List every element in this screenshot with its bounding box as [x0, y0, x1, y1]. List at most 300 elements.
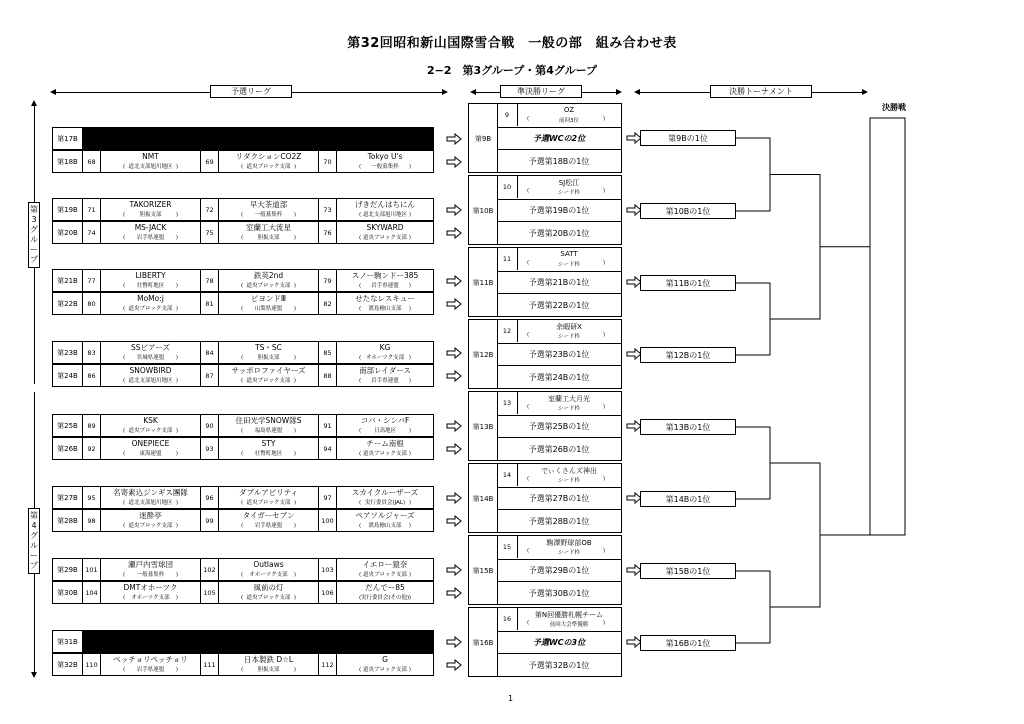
paren-close: ): [175, 595, 178, 601]
paren-close: ): [408, 164, 411, 170]
block-label: 第18B: [53, 151, 83, 172]
block-label: 第27B: [53, 487, 83, 508]
team-number: 102: [201, 559, 219, 580]
semi-block-label: 第15B: [472, 566, 494, 575]
seed-team-sub: シード枠: [557, 478, 580, 484]
team-number: 93: [201, 438, 219, 459]
team-area: 岩手県連盟: [371, 378, 399, 384]
paren-open: (: [123, 306, 126, 312]
paren-close: ): [175, 283, 178, 289]
seed-team-name: 余暇研X: [556, 323, 582, 331]
team-number: 106: [319, 582, 337, 603]
seed-team-sub: シード枠: [557, 334, 580, 340]
team-number: 101: [83, 559, 101, 580]
paren-close: ): [175, 306, 178, 312]
seed-number: 12: [497, 320, 518, 342]
semi-block-label: 第10B: [472, 206, 494, 215]
team-area: 岩手県連盟: [136, 667, 165, 673]
paren-close: ): [602, 332, 605, 338]
semi-slot: 予選第27Bの1位: [497, 487, 621, 510]
paren-close: ): [408, 523, 411, 529]
block-label: 第21B: [53, 270, 83, 291]
team-number: 88: [319, 365, 337, 386]
team-area: 岩手県連盟: [371, 283, 399, 289]
team-number: 112: [319, 654, 337, 675]
team-area: 一般募集枠: [371, 164, 399, 170]
paren-close: ): [293, 378, 296, 384]
paren-open: (: [123, 164, 126, 170]
team-name: 住田光学SNOW隊S: [235, 416, 302, 425]
team-name: だんでー85: [365, 583, 405, 592]
paren-close: ): [175, 500, 178, 506]
team-area: 実行委員会(JAL): [364, 500, 406, 506]
team-number: 80: [83, 293, 101, 314]
team-area: 岩手県連盟: [254, 523, 283, 529]
semi-slot: 予選第21Bの1位: [497, 271, 621, 294]
team-name: サッポロファイヤーズ: [231, 366, 306, 375]
team-area: 道北支部旭川地区: [128, 378, 173, 384]
team-area: 岩手県連盟: [136, 235, 165, 241]
seed-team-name: SATT: [560, 250, 578, 258]
team-number: 86: [83, 365, 101, 386]
seed-team-sub: シード枠: [557, 262, 580, 268]
team-name: タイガーセブン: [242, 511, 295, 520]
paren-open: (: [241, 355, 244, 361]
block-label: 第19B: [53, 199, 83, 220]
tournament-slot: 第13Bの1位: [640, 419, 736, 435]
page-number: 1: [508, 694, 514, 703]
semi-slot: 予選第29Bの1位: [497, 559, 621, 582]
team-name: DMTオホーツク: [123, 583, 178, 592]
group4-label: 第4グループ: [28, 508, 40, 574]
block-label: 第24B: [53, 365, 83, 386]
paren-close: ): [408, 500, 411, 506]
seed-team-name: SJ松江: [558, 179, 580, 187]
team-area: 道央ブロック支部: [246, 500, 291, 506]
block-label: 第17B: [53, 128, 83, 149]
paren-open: (: [359, 378, 362, 384]
paren-open: (: [359, 451, 362, 457]
paren-open: (: [241, 306, 244, 312]
team-area: 道央ブロック支部: [363, 572, 407, 578]
paren-close: ): [293, 212, 296, 218]
paren-close: ): [293, 283, 296, 289]
paren-open: (: [241, 283, 244, 289]
semi-block-label: 第13B: [472, 422, 494, 431]
paren-open: (: [123, 451, 126, 457]
team-name: 日本製鉄 D☆L: [243, 655, 294, 664]
team-number: 90: [201, 415, 219, 436]
paren-close: ): [293, 523, 296, 529]
team-area: 道北支部旭川地区: [128, 500, 173, 506]
tournament-slot: 第16Bの1位: [640, 635, 736, 651]
semi-slot: 予選第22Bの1位: [528, 301, 590, 310]
tournament-slot: 第14Bの1位: [640, 491, 736, 507]
team-number: 82: [319, 293, 337, 314]
paren-open: (: [123, 595, 126, 601]
block-label: 第20B: [53, 222, 83, 243]
paren-close: ): [408, 212, 411, 218]
team-area: 胆振支部: [139, 212, 162, 218]
paren-open: (: [527, 620, 530, 626]
team-name: Outlaws: [253, 560, 284, 569]
team-number: 68: [83, 151, 101, 172]
block-label: 第22B: [53, 293, 83, 314]
team-name: NMT: [142, 152, 159, 161]
paren-open: (: [123, 283, 126, 289]
team-area: 道央ブロック支部: [246, 378, 291, 384]
team-name: LIBERTY: [135, 271, 166, 280]
semi-slot: 予選第23Bの1位: [497, 343, 621, 366]
team-area: 道央ブロック支部: [128, 306, 173, 312]
page-subtitle: 2−2 第3グループ・第4グループ: [426, 64, 598, 77]
team-name: MS-JACK: [134, 223, 167, 232]
block-label: 第30B: [53, 582, 83, 603]
team-number: 99: [201, 510, 219, 531]
paren-open: (: [241, 451, 244, 457]
team-name: KG: [379, 343, 391, 352]
seed-number: 11: [497, 248, 518, 270]
team-area: 一般募集枠: [136, 572, 165, 578]
paren-close: ): [293, 235, 296, 241]
paren-close: ): [293, 572, 296, 578]
paren-open: (: [241, 428, 244, 434]
team-number: 103: [319, 559, 337, 580]
team-name: ペアソルジャーズ: [355, 511, 415, 520]
team-number: 74: [83, 222, 101, 243]
team-number: 73: [319, 199, 337, 220]
paren-open: (: [527, 332, 530, 338]
paren-open: (: [241, 378, 244, 384]
seed-team-name: 第N回優勝札幌チーム: [534, 611, 604, 619]
team-area: 渡島檜山支部: [368, 306, 402, 312]
team-name: TAKORIZER: [129, 200, 172, 209]
team-area: オホーツク支部: [249, 572, 288, 578]
paren-open: (: [359, 212, 362, 218]
tournament-slot: 第10Bの1位: [640, 203, 736, 219]
tournament-slot: 第11Bの1位: [640, 275, 736, 291]
team-area: 道央ブロック支部: [246, 164, 291, 170]
block-label: 第29B: [53, 559, 83, 580]
seed-team-sub: シード枠: [557, 550, 580, 556]
seed-number: 16: [497, 608, 518, 630]
team-area: 道央ブロック支部: [128, 523, 173, 529]
team-number: 69: [201, 151, 219, 172]
paren-close: ): [602, 404, 605, 410]
paren-close: ): [602, 260, 605, 266]
team-number: 79: [319, 270, 337, 291]
paren-open: (: [241, 164, 244, 170]
paren-open: (: [359, 572, 362, 578]
team-area: 道央ブロック支部: [363, 667, 407, 673]
team-area: 渡島檜山支部: [368, 523, 402, 529]
team-name: ONEPIECE: [131, 439, 170, 448]
paren-open: (: [359, 235, 362, 241]
seed-number: 15: [497, 536, 518, 558]
tournament-slot: 第9Bの1位: [640, 130, 736, 146]
team-number: 84: [201, 342, 219, 363]
team-number: 89: [83, 415, 101, 436]
semi-header: 準決勝リーグ: [500, 85, 582, 98]
team-name: 瀬戸内雪球団: [128, 560, 173, 569]
tournament-header: 決勝トーナメント: [710, 85, 812, 98]
semi-slot: 予選第32Bの1位: [528, 661, 590, 670]
paren-close: ): [293, 451, 296, 457]
team-number: 100: [319, 510, 337, 531]
seed-team-name: 駒澤野球部OB: [546, 539, 592, 547]
final-label: 決勝戦: [882, 103, 906, 112]
paren-open: (: [359, 500, 362, 506]
team-name: チーム南根: [366, 439, 404, 448]
paren-close: ): [175, 572, 178, 578]
team-number: 92: [83, 438, 101, 459]
semi-slot: 予選WCの2位: [497, 127, 621, 150]
paren-open: (: [359, 595, 362, 601]
team-name: SNOWBIRD: [129, 366, 172, 375]
team-area: オホーツク支部: [365, 355, 405, 361]
paren-close: ): [293, 595, 296, 601]
semi-slot: 予選第18Bの1位: [528, 157, 590, 166]
team-name: G: [382, 655, 388, 664]
team-name: 早大茶道部: [249, 200, 288, 209]
paren-open: (: [241, 523, 244, 529]
paren-close: ): [408, 595, 411, 601]
team-area: 胆振支部: [257, 235, 280, 241]
paren-open: (: [241, 212, 244, 218]
paren-close: ): [602, 188, 605, 194]
paren-open: (: [123, 212, 126, 218]
paren-close: ): [175, 428, 178, 434]
team-area: オホーツク支部: [131, 595, 170, 601]
paren-close: ): [602, 620, 605, 626]
paren-close: ): [175, 451, 178, 457]
paren-close: ): [175, 523, 178, 529]
paren-close: ): [408, 428, 411, 434]
team-number: 98: [83, 510, 101, 531]
team-area: 一般募集枠: [254, 212, 283, 218]
team-area: 道央ブロック支部: [246, 595, 291, 601]
team-number: 83: [83, 342, 101, 363]
semi-slot: 予選第19Bの1位: [497, 199, 621, 222]
seed-team-name: 室蘭工大月光: [548, 395, 590, 403]
paren-close: ): [175, 378, 178, 384]
seed-team-name: OZ: [563, 106, 575, 114]
team-name: ダブルアビリティ: [239, 488, 298, 497]
seed-number: 9: [497, 104, 518, 126]
semi-slot: 予選第25Bの1位: [497, 415, 621, 438]
team-name: リダクションCO2Z: [235, 152, 302, 161]
team-area: 宮城県連盟: [136, 355, 165, 361]
paren-close: ): [602, 476, 605, 482]
seed-number: 14: [497, 464, 518, 486]
team-name: ビヨンドⅢ: [250, 294, 287, 303]
paren-open: (: [123, 235, 126, 241]
paren-close: ): [175, 667, 178, 673]
semi-slot: 予選第24Bの1位: [528, 373, 590, 382]
paren-open: (: [241, 667, 244, 673]
seed-team-sub: 前回3位: [559, 118, 579, 124]
team-number: 70: [319, 151, 337, 172]
team-area: 壮瞥町地区: [136, 283, 165, 289]
team-name: ペッチョリペッチョリ: [113, 655, 188, 664]
seed-team-name: でぃくさんズ神出: [541, 467, 597, 475]
paren-open: (: [527, 476, 530, 482]
team-number: 76: [319, 222, 337, 243]
team-name: 南部レイダース: [359, 366, 411, 375]
paren-open: (: [359, 667, 362, 673]
team-number: 72: [201, 199, 219, 220]
paren-open: (: [527, 260, 530, 266]
team-area: 道央ブロック支部: [363, 235, 407, 241]
team-number: 75: [201, 222, 219, 243]
team-name: せたなレスキュー: [355, 294, 415, 303]
team-name: げきだんはちにん: [355, 200, 415, 209]
paren-open: (: [359, 523, 362, 529]
team-number: 77: [83, 270, 101, 291]
team-name: スノー駒ンドー385: [351, 271, 419, 280]
paren-close: ): [602, 548, 605, 554]
paren-close: ): [175, 355, 178, 361]
team-area: 日高地区: [373, 428, 396, 434]
paren-open: (: [241, 572, 244, 578]
team-name: SKYWARD: [366, 223, 404, 232]
block-label: 第32B: [53, 654, 83, 675]
team-area: 胆振支部: [257, 667, 280, 673]
tournament-slot: 第12Bの1位: [640, 347, 736, 363]
team-number: 104: [83, 582, 101, 603]
semi-slot: 予選第20Bの1位: [528, 229, 590, 238]
team-name: 迷酔亭: [139, 511, 162, 520]
team-area: 胆振支部: [257, 355, 280, 361]
paren-close: ): [408, 235, 411, 241]
paren-close: ): [293, 500, 296, 506]
paren-open: (: [123, 355, 126, 361]
team-name: KSK: [143, 416, 158, 425]
semi-block-label: 第12B: [472, 350, 494, 359]
paren-open: (: [359, 355, 362, 361]
team-name: 名寄素込ジンギス團隊: [113, 488, 188, 497]
paren-close: ): [175, 212, 178, 218]
team-area: 実行委員会(その他): [360, 595, 410, 601]
team-area: 道北支部旭川地区: [128, 164, 173, 170]
paren-close: ): [293, 428, 296, 434]
block-label: 第26B: [53, 438, 83, 459]
team-name: SSビアーズ: [131, 343, 170, 352]
paren-open: (: [241, 235, 244, 241]
paren-close: ): [293, 306, 296, 312]
team-area: 壮瞥町地区: [254, 451, 283, 457]
team-number: 91: [319, 415, 337, 436]
team-number: 97: [319, 487, 337, 508]
seed-number: 10: [497, 176, 518, 198]
paren-open: (: [527, 116, 530, 122]
team-number: 81: [201, 293, 219, 314]
block-label: 第31B: [53, 631, 83, 652]
team-area: 道北支部旭川地区: [362, 212, 407, 218]
team-area: 東海連盟: [139, 451, 162, 457]
paren-open: (: [359, 306, 362, 312]
team-area: 道央ブロック支部: [128, 428, 173, 434]
team-name: TS・SC: [255, 343, 282, 352]
team-name: イエロー猿奈: [362, 560, 408, 569]
paren-close: ): [293, 164, 296, 170]
paren-open: (: [123, 378, 126, 384]
paren-close: ): [293, 667, 296, 673]
semi-block-label: 第9B: [474, 134, 492, 143]
paren-open: (: [123, 523, 126, 529]
team-name: Tokyo U's: [367, 152, 403, 161]
team-number: 87: [201, 365, 219, 386]
paren-open: (: [527, 548, 530, 554]
paren-close: ): [408, 283, 411, 289]
group3-label: 第3グループ: [28, 202, 40, 268]
team-number: 94: [319, 438, 337, 459]
team-number: 105: [201, 582, 219, 603]
team-number: 71: [83, 199, 101, 220]
semi-slot: 予選WCの3位: [497, 631, 621, 654]
prelim-header: 予選リーグ: [210, 85, 292, 98]
semi-block-label: 第14B: [472, 494, 494, 503]
team-area: 福島県連盟: [254, 428, 283, 434]
team-name: STY: [261, 439, 276, 448]
paren-open: (: [123, 428, 126, 434]
team-number: 78: [201, 270, 219, 291]
seed-number: 13: [497, 392, 518, 414]
paren-open: (: [359, 164, 362, 170]
paren-close: ): [408, 378, 411, 384]
team-number: 85: [319, 342, 337, 363]
paren-close: ): [408, 355, 411, 361]
paren-close: ): [602, 116, 605, 122]
semi-slot: 予選第30Bの1位: [528, 589, 590, 598]
paren-close: ): [175, 164, 178, 170]
team-area: 山梨県連盟: [254, 306, 283, 312]
team-name: 風前の灯: [253, 583, 284, 592]
seed-team-sub: シード枠: [557, 406, 580, 412]
semi-block-label: 第16B: [472, 638, 494, 647]
team-number: 96: [201, 487, 219, 508]
tournament-slot: 第15Bの1位: [640, 563, 736, 579]
paren-open: (: [123, 667, 126, 673]
paren-open: (: [241, 500, 244, 506]
paren-close: ): [408, 667, 411, 673]
block-label: 第25B: [53, 415, 83, 436]
semi-slot: 予選第26Bの1位: [528, 445, 590, 454]
team-number: 111: [201, 654, 219, 675]
seed-team-sub: シード枠: [557, 190, 580, 196]
paren-open: (: [123, 572, 126, 578]
seed-team-sub: 前回大会準優勝: [549, 622, 589, 628]
paren-close: ): [175, 235, 178, 241]
team-number: 95: [83, 487, 101, 508]
paren-open: (: [123, 500, 126, 506]
block-label: 第23B: [53, 342, 83, 363]
team-area: 道央ブロック支部: [363, 451, 407, 457]
semi-slot: 予選第28Bの1位: [528, 517, 590, 526]
paren-open: (: [241, 595, 244, 601]
bracket-line: [736, 118, 905, 643]
team-area: 道央ブロック支部: [246, 283, 291, 289]
team-name: MoMo:j: [137, 294, 164, 303]
team-name: コバ・シンバF: [360, 416, 410, 425]
paren-open: (: [527, 404, 530, 410]
paren-open: (: [359, 428, 362, 434]
team-name: 室蘭工大流星: [246, 223, 291, 232]
paren-open: (: [359, 283, 362, 289]
block-label: 第28B: [53, 510, 83, 531]
paren-close: ): [408, 572, 411, 578]
paren-close: ): [408, 451, 411, 457]
